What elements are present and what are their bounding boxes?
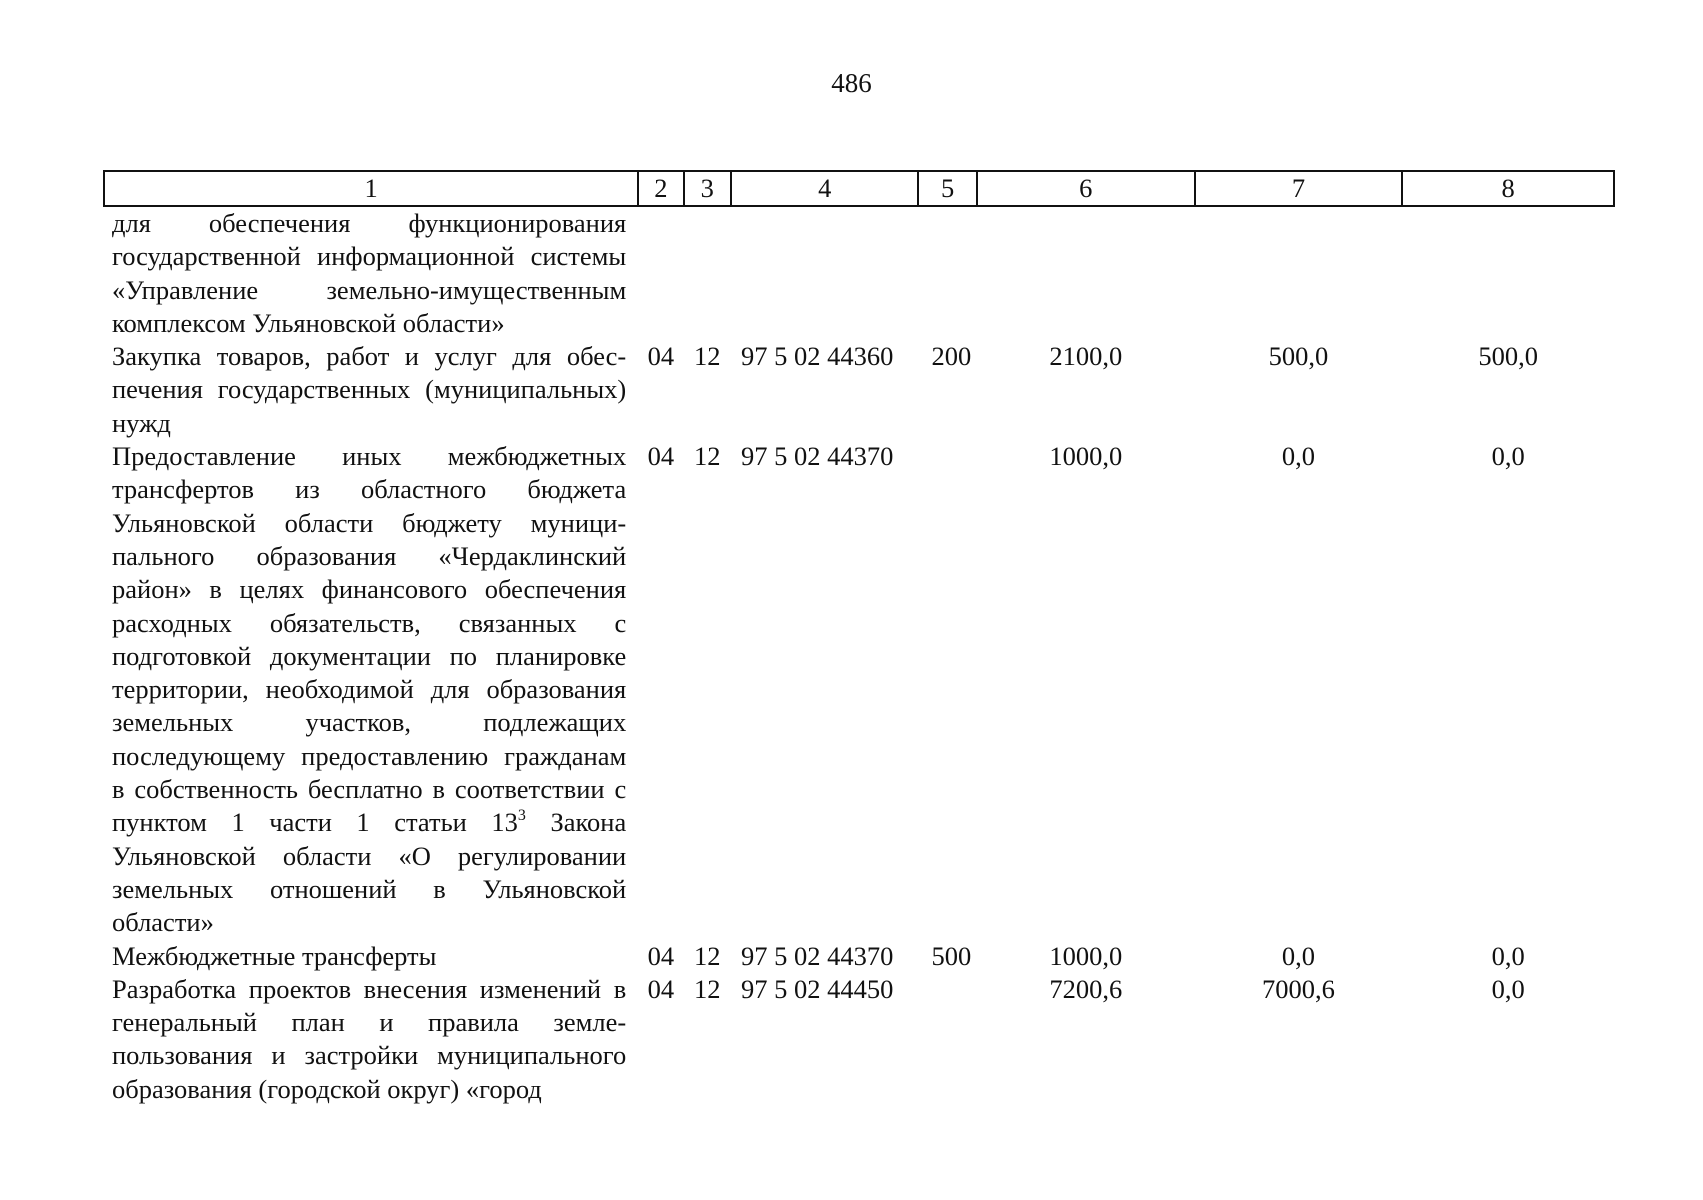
row-amount-year1 — [977, 206, 1195, 340]
row-name-text: Предоставление иных межбюджетных трансфертов из областного бюджета Ульяновской области бюджету муниципального образования «Чердаклинский район» в целях финансового обеспечения расходных обязательств, связанных с подготовкой документации по планировке территории, необходимой для образования земельных участков, подлежащих последующему предоставлению гражданам в собственность бесплатно в соответствии с пунктом 1 части 1 статьи 13 — [112, 441, 627, 838]
row-subsection: 12 — [694, 940, 721, 971]
column-header-5: 5 — [918, 171, 976, 206]
row-amount-year3: 0,0 — [1491, 973, 1525, 1004]
row-section: 04 — [647, 973, 675, 1004]
row-target-code: 97 5 02 44370 — [740, 940, 894, 971]
table-row — [104, 973, 1614, 1106]
row-subsection — [684, 206, 731, 340]
table-row — [104, 206, 1614, 340]
row-name: для обеспечения функционирования государственной информационной системы «Управление земельно-имущественным комплексом Ульяновской области» — [112, 208, 627, 338]
row-amount-year2: 500,0 — [1268, 341, 1329, 372]
budget-table — [103, 170, 1615, 1106]
row-amount-year2: 0,0 — [1281, 940, 1315, 971]
row-name-tail: Закона Ульяновской области «О регулировании земельных отношений в Ульяновской области» — [112, 807, 627, 938]
row-amount-year3: 0,0 — [1491, 940, 1525, 971]
row-target-code: 97 5 02 44360 — [740, 341, 894, 372]
table-row — [104, 340, 1614, 440]
column-number-header — [104, 171, 1614, 206]
row-amount-year1: 7200,6 — [1049, 973, 1123, 1004]
row-target-code: 97 5 02 44450 — [740, 973, 894, 1004]
row-amount-year1: 1000,0 — [1049, 441, 1123, 472]
row-amount-year2 — [1195, 206, 1403, 340]
row-amount-year3: 0,0 — [1491, 441, 1525, 472]
row-target-code: 97 5 02 44370 — [740, 441, 894, 472]
row-amount-year2: 7000,6 — [1262, 973, 1335, 1004]
table-row — [104, 440, 1614, 939]
row-subsection: 12 — [694, 973, 721, 1004]
column-header-3: 3 — [684, 171, 731, 206]
row-subsection: 12 — [694, 341, 721, 372]
page-number: 486 — [831, 68, 872, 98]
row-section: 04 — [647, 341, 675, 372]
row-amount-year3 — [1402, 206, 1614, 340]
column-header-7: 7 — [1195, 171, 1403, 206]
row-expense-type: 200 — [931, 341, 972, 372]
row-expense-type — [918, 973, 976, 1106]
column-header-8: 8 — [1402, 171, 1614, 206]
row-expense-type — [918, 206, 976, 340]
superscript: 3 — [517, 806, 526, 824]
column-header-4: 4 — [731, 171, 918, 206]
row-name — [104, 440, 638, 939]
row-name: Закупка товаров, работ и услуг для обеспечения государственных (муниципальных) нужд — [112, 341, 627, 438]
table-row — [104, 940, 1614, 973]
row-amount-year1: 1000,0 — [1049, 940, 1123, 971]
column-header-2: 2 — [638, 171, 683, 206]
row-expense-type: 500 — [931, 940, 972, 971]
row-section — [638, 206, 683, 340]
row-section: 04 — [647, 940, 675, 971]
row-name: Разработка проектов внесения изменений в генеральный план и правила землепользования и застройки муниципального образования (городской округ) «город — [112, 973, 627, 1104]
column-header-6: 6 — [977, 171, 1195, 206]
row-name: Межбюджетные трансферты — [112, 940, 437, 971]
row-subsection: 12 — [694, 441, 721, 472]
row-amount-year3: 500,0 — [1478, 341, 1538, 372]
row-expense-type — [918, 440, 976, 939]
row-section: 04 — [647, 441, 675, 472]
row-amount-year2: 0,0 — [1281, 441, 1315, 472]
row-amount-year1: 2100,0 — [1049, 341, 1123, 372]
row-target-code — [731, 206, 918, 340]
column-header-1: 1 — [104, 171, 638, 206]
